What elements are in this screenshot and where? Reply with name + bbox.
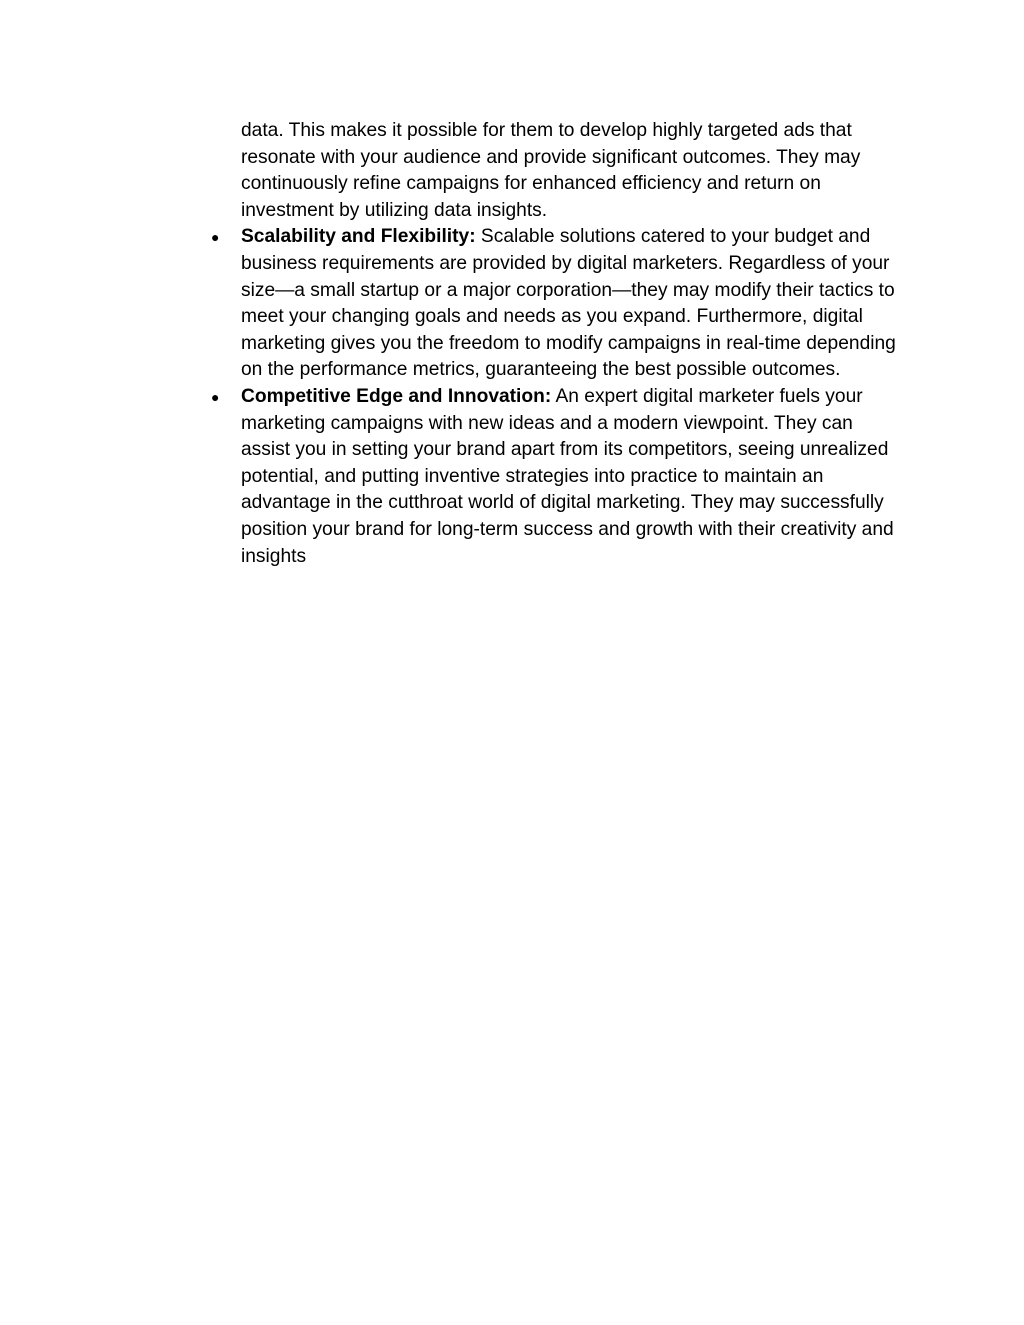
document-body xyxy=(211,118,905,570)
list-item-term: Scalability and Flexibility: xyxy=(241,226,476,248)
list-item-competitive-edge xyxy=(211,384,905,570)
list-item-scalability xyxy=(211,224,905,384)
bullet-list xyxy=(211,224,905,570)
bullet-icon: ● xyxy=(211,388,220,405)
list-item-term: Competitive Edge and Innovation: xyxy=(241,385,552,407)
list-item-text: An expert digital marketer fuels your marketing campaigns with new ideas and a modern viewpoint. They can assist you in setting your brand apart from its competitors, seeing unrealized potential, and putting inventive strategies into practice to maintain an advantage in the cutthroat world of digital marketing. They may successfully position your brand for long-term success and growth with their creativity and insights xyxy=(241,385,894,567)
list-item-text: Scalable solutions catered to your budget and business requirements are provided by digital marketers. Regardless of your size—a small startup or a major corporation—they may modify their tactics to meet your changing goals and needs as you expand. Furthermore, digital marketing gives you the freedom to modify campaigns in real-time depending on the performance metrics, guaranteeing the best possible outcomes. xyxy=(241,226,896,381)
continuation-paragraph: data. This makes it possible for them to develop highly targeted ads that resonate with your audience and provide significant outcomes. They may continuously refine campaigns for enhanced efficiency and return on investment by utilizing data insights. xyxy=(241,120,861,221)
bullet-icon: ● xyxy=(211,229,220,246)
